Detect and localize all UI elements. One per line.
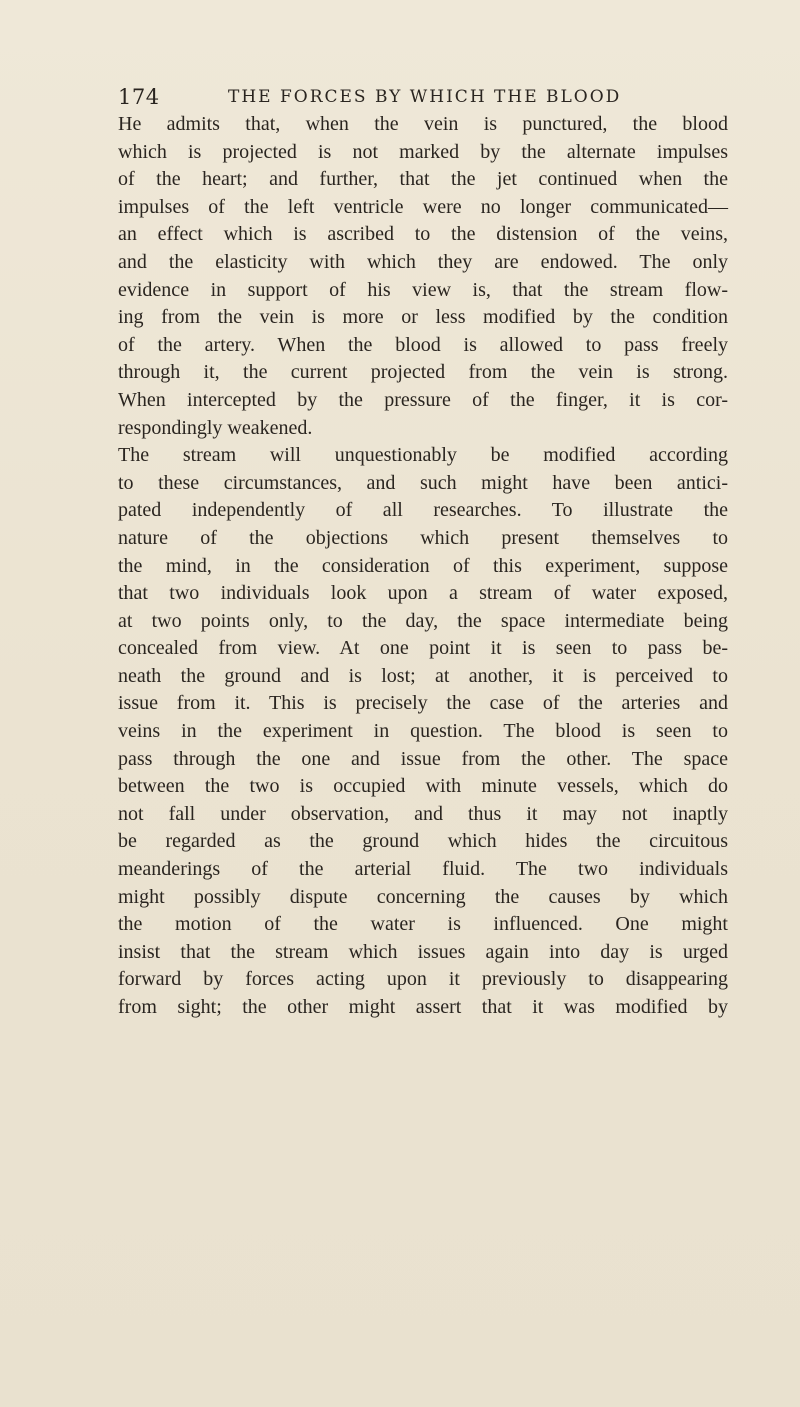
text-line: be regarded as the ground which hides the circuitous [118, 830, 728, 853]
text-line: at two points only, to the day, the space intermediate being [118, 609, 728, 632]
text-line: When intercepted by the pressure of the finger, it is cor- [118, 388, 728, 411]
text-line: that two individuals look upon a stream of water exposed, [118, 582, 728, 605]
text-line: He admits that, when the vein is punctured, the blood [118, 113, 728, 135]
text-line: the mind, in the consideration of this experiment, suppose [118, 554, 728, 577]
text-line: the motion of the water is influenced. One might [118, 913, 728, 936]
text-line: not fall under observation, and thus it may not inaptly [118, 802, 728, 825]
text-line: of the artery. When the blood is allowed to pass freely [118, 333, 728, 356]
text-line: pated independently of all researches. To illustrate the [118, 499, 728, 522]
text-line: pass through the one and issue from the other. The space [118, 747, 728, 770]
text-line: from sight; the other might assert that it was modified by [118, 996, 728, 1018]
text-line: which is projected is not marked by the alternate impulses [118, 140, 728, 163]
text-line: meanderings of the arterial fluid. The two individuals [118, 858, 728, 881]
text-line: impulses of the left ventricle were no longer communicated— [118, 195, 728, 218]
text-line: respondingly weakened. [118, 416, 313, 439]
text-line: between the two is occupied with minute vessels, which do [118, 775, 728, 798]
text-line: concealed from view. At one point it is seen to pass be- [118, 637, 728, 660]
running-head: THE FORCES BY WHICH THE BLOOD [228, 87, 622, 107]
text-line: evidence in support of his view is, that the stream flow- [118, 278, 728, 301]
text-line: ing from the vein is more or less modified by the condition [118, 306, 728, 329]
text-line: an effect which is ascribed to the distension of the veins, [118, 223, 728, 246]
text-line: The stream will unquestionably be modified according [118, 444, 728, 467]
text-line: nature of the objections which present themselves to [118, 526, 728, 549]
text-line: veins in the experiment in question. The blood is seen to [118, 720, 728, 743]
body-text [118, 111, 728, 1022]
text-line: to these circumstances, and such might have been antici- [118, 471, 728, 494]
text-line: of the heart; and further, that the jet continued when the [118, 168, 728, 191]
page-number: 174 [118, 85, 160, 109]
text-line: through it, the current projected from the vein is strong. [118, 361, 728, 384]
text-line: forward by forces acting upon it previously to disappearing [118, 968, 728, 991]
text-line: might possibly dispute concerning the causes by which [118, 885, 728, 908]
text-line: insist that the stream which issues again into day is urged [118, 940, 728, 963]
text-line: and the elasticity with which they are endowed. The only [118, 250, 728, 273]
text-line: neath the ground and is lost; at another, it is perceived to [118, 664, 728, 687]
text-line: issue from it. This is precisely the case of the arteries and [118, 692, 728, 715]
